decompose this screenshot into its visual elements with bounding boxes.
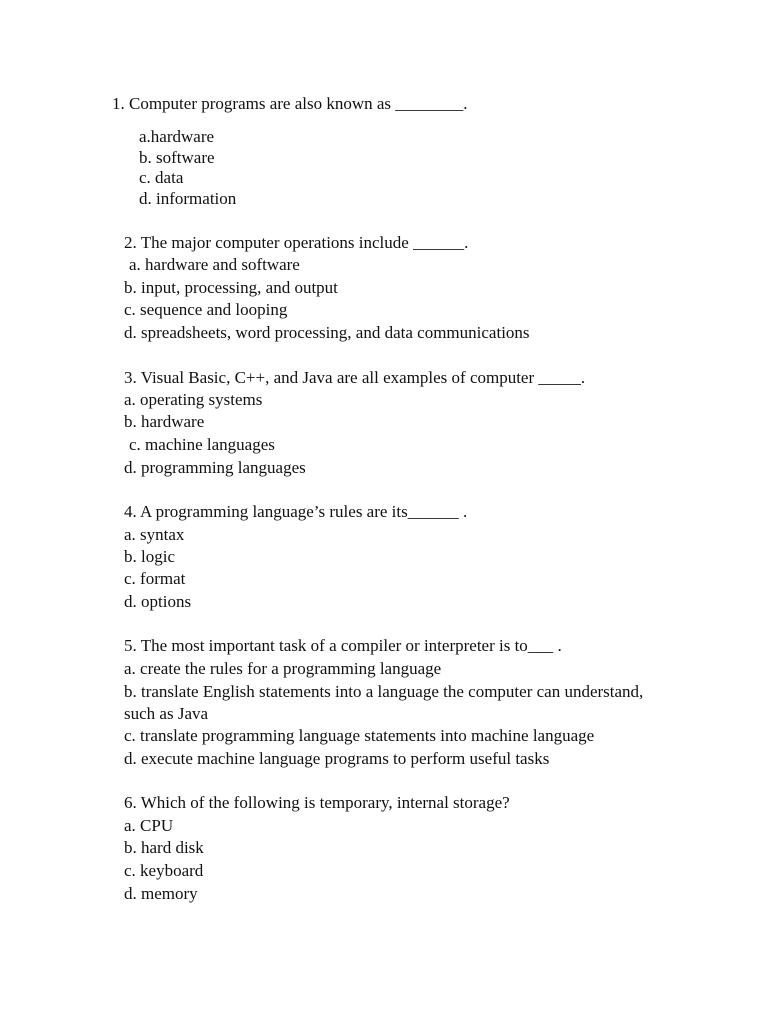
question-3-option-d: d. programming languages: [124, 458, 306, 477]
question-1-stem: 1. Computer programs are also known as ________.: [112, 94, 468, 113]
question-2-option-a: a. hardware and software: [129, 255, 300, 274]
question-6-option-c: c. keyboard: [124, 861, 204, 880]
question-6-option-d: d. memory: [124, 884, 198, 903]
question-2-option-d: d. spreadsheets, word processing, and data communications: [124, 323, 530, 342]
question-1-option-c: c. data: [139, 168, 184, 187]
question-5-option-c: c. translate programming language statements into machine language: [124, 726, 595, 745]
question-4-option-a: a. syntax: [124, 525, 185, 544]
question-5-stem: 5. The most important task of a compiler or interpreter is to___ .: [124, 636, 562, 655]
question-6-option-a: a. CPU: [124, 816, 174, 835]
question-6-option-b: b. hard disk: [124, 838, 204, 857]
question-4-option-c: c. format: [124, 569, 186, 588]
question-1-option-b: b. software: [139, 148, 215, 167]
question-5-option-d: d. execute machine language programs to perform useful tasks: [124, 749, 550, 768]
question-1-option-d: d. information: [139, 189, 237, 208]
question-5-option-a: a. create the rules for a programming language: [124, 659, 442, 678]
question-5-option-b-continued: such as Java: [124, 704, 209, 723]
question-3-option-c: c. machine languages: [129, 435, 275, 454]
question-2-stem: 2. The major computer operations include ______.: [124, 233, 469, 252]
question-4-option-d: d. options: [124, 592, 192, 611]
question-2-option-c: c. sequence and looping: [124, 300, 288, 319]
question-5-option-b: b. translate English statements into a language the computer can understand,: [124, 682, 644, 701]
question-2-option-b: b. input, processing, and output: [124, 278, 338, 297]
question-3-option-b: b. hardware: [124, 412, 205, 431]
question-3-option-a: a. operating systems: [124, 390, 263, 409]
question-6-stem: 6. Which of the following is temporary, internal storage?: [124, 793, 510, 812]
question-4-stem: 4. A programming language’s rules are its______ .: [124, 502, 468, 521]
question-4-option-b: b. logic: [124, 547, 175, 566]
question-3-stem: 3. Visual Basic, C++, and Java are all examples of computer _____.: [124, 368, 586, 387]
question-1-option-a: a.hardware: [139, 127, 215, 146]
